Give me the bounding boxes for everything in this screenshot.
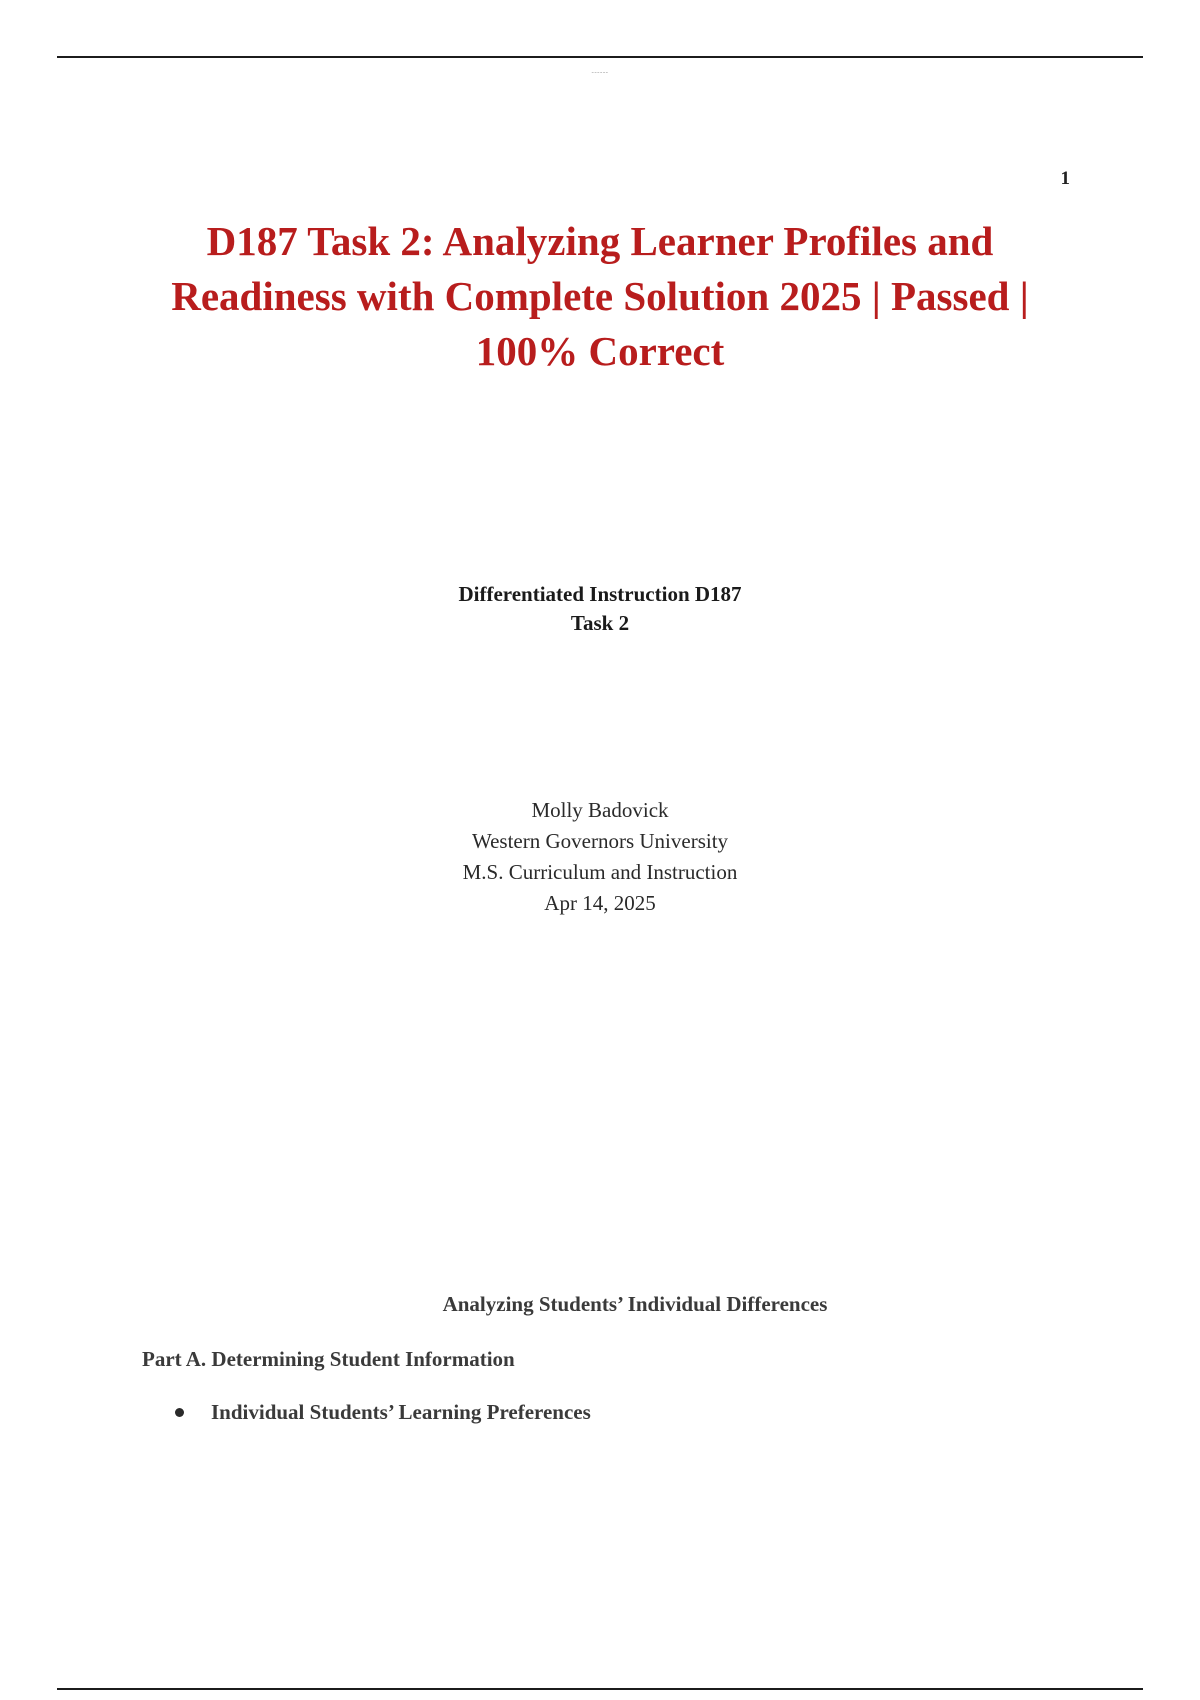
bullet-icon	[175, 1408, 184, 1417]
course-task: Task 2	[570, 611, 630, 635]
document-title	[140, 214, 1060, 379]
top-rule	[57, 56, 1143, 58]
title-line-1: D187 Task 2: Analyzing Learner Profiles and	[206, 218, 994, 264]
course-name: Differentiated Instruction D187	[458, 582, 742, 606]
list-item	[175, 1400, 591, 1425]
course-info	[0, 580, 1200, 638]
author-info	[0, 795, 1200, 919]
author-institution: Western Governors University	[471, 829, 729, 853]
part-heading: Part A. Determining Student Information	[142, 1347, 515, 1371]
author-date: Apr 14, 2025	[544, 891, 656, 915]
section-heading: Analyzing Students’ Individual Differences	[442, 1292, 828, 1316]
bottom-rule	[57, 1688, 1143, 1690]
title-line-3: 100% Correct	[475, 328, 725, 374]
author-program: M.S. Curriculum and Instruction	[462, 860, 738, 884]
title-line-2: Readiness with Complete Solution 2025 | Passed |	[171, 273, 1029, 319]
list-item-label: Individual Students’ Learning Preferences	[211, 1400, 591, 1424]
author-name: Molly Badovick	[531, 798, 669, 822]
bullet-list	[175, 1400, 591, 1425]
header-mark: ------	[591, 68, 609, 76]
page-number: 1	[1060, 168, 1070, 189]
